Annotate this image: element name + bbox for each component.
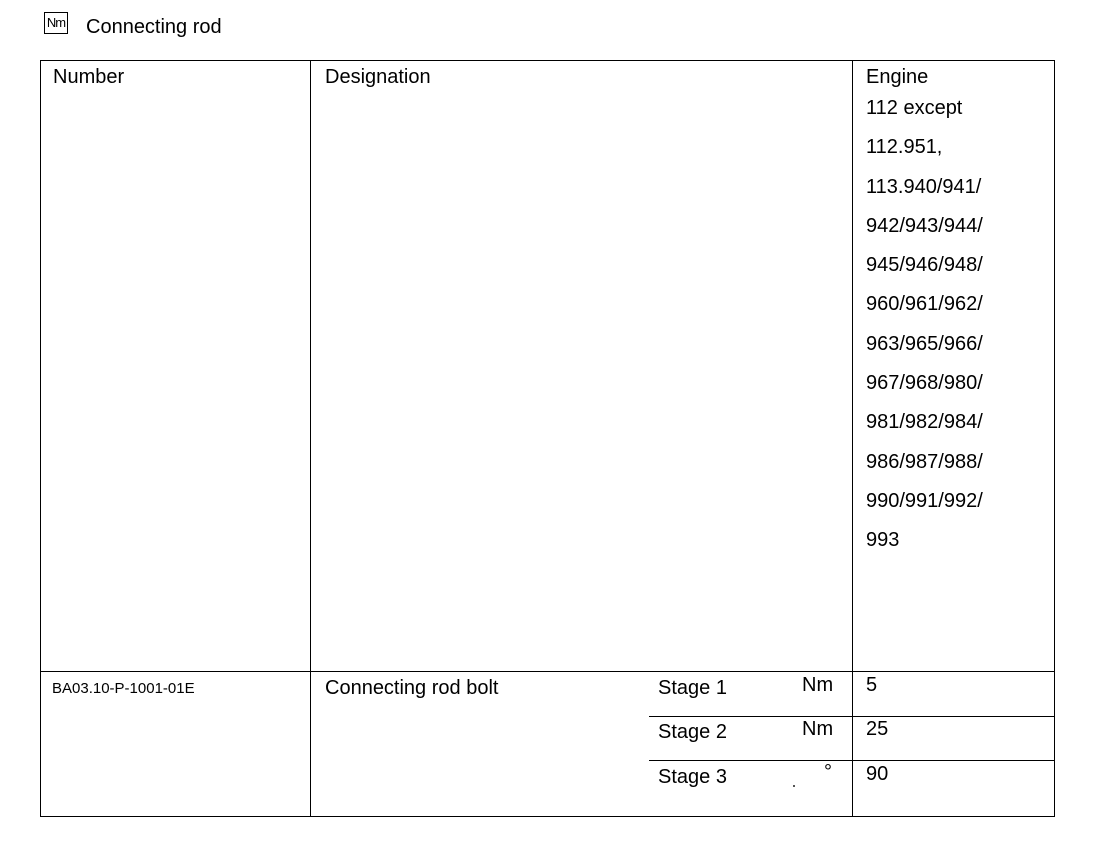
page-title: Connecting rod — [86, 16, 222, 38]
stage-value: 5 — [866, 674, 878, 696]
column-header-number: Number — [53, 66, 125, 88]
stage-label: Stage 1 — [658, 677, 727, 699]
torque-specification-table — [40, 60, 1055, 817]
engine-list — [866, 97, 983, 569]
engine-line: 945/946/948/ — [866, 254, 983, 277]
row-designation: Connecting rod bolt — [325, 677, 499, 699]
stage-label: Stage 2 — [658, 721, 727, 743]
engine-line: 960/961/962/ — [866, 293, 983, 316]
engine-line: 981/982/984/ — [866, 411, 983, 434]
stage-value: 90 — [866, 763, 889, 785]
stage-label: Stage 3 — [658, 766, 727, 788]
stage-unit: Nm — [802, 718, 834, 740]
engine-line: 967/968/980/ — [866, 372, 983, 395]
stage-unit: Nm — [802, 674, 834, 696]
engine-line: 113.940/941/ — [866, 175, 982, 198]
row-divider-header — [41, 671, 1054, 672]
scan-speck — [793, 785, 795, 787]
column-divider-engine — [852, 61, 853, 816]
stage-divider-1 — [649, 716, 1054, 717]
engine-line: 112.951, — [866, 136, 943, 159]
stage-divider-2 — [649, 760, 1054, 761]
row-number: BA03.10-P-1001-01E — [52, 680, 195, 697]
engine-line: 986/987/988/ — [866, 450, 983, 473]
engine-line: 963/965/966/ — [866, 332, 983, 355]
stage-value: 25 — [866, 718, 889, 740]
engine-line: 990/991/992/ — [866, 489, 983, 512]
stage-unit: ° — [824, 761, 832, 783]
engine-line: 993 — [866, 529, 900, 552]
torque-nm-icon: Nm — [44, 12, 68, 34]
engine-line: 942/943/944/ — [866, 214, 983, 237]
column-header-engine: Engine — [866, 66, 929, 88]
column-divider-number — [310, 61, 311, 816]
column-header-designation: Designation — [325, 66, 431, 88]
engine-line: 112 except — [866, 97, 963, 119]
